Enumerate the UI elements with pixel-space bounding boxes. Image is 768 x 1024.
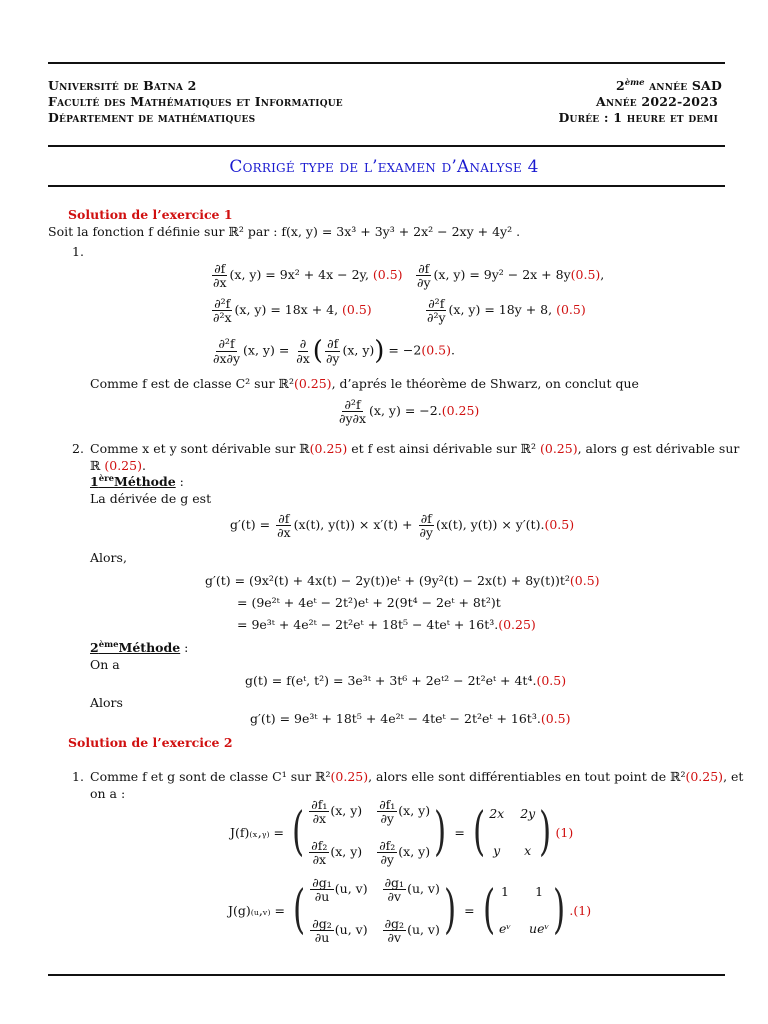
ex2-line1: Comme f et g sont de classe C¹ sur ℝ²(0.25), alors elle sont différentiables en tout point de ℝ²(0.25), et [90,769,744,784]
ex2-item1-number: 1. [72,769,84,784]
ex1-item1-number: 1. [72,244,84,259]
item2-line1: Comme x et y sont dérivable sur ℝ(0.25) et f est ainsi dérivable sur ℝ² (0.25), alors g est dérivable sur [90,441,740,456]
alors-1: Alors, [90,550,127,565]
method2-heading: 2èmeMéthode : [90,640,189,656]
partial-fy: $\frac{\partial f}{\partial y}$ (x, y) = 9y² − 2x + 8y(0.5), [417,261,605,291]
item2-line2: ℝ (0.25). [90,458,146,473]
calc-line-1: g′(t) = (9x²(t) + 4x(t) − 2y(t))eᵗ + (9y²(t) − 2x(t) + 8y(t))t²(0.5) [205,573,600,588]
bottom-rule [48,974,725,976]
page-title: Corrigé type de l’examen d’Analyse 4 [229,157,539,177]
calc-line-3: = 9e³ᵗ + 4e²ᵗ − 2t²eᵗ + 18t⁵ − 4teᵗ + 16t³.(0.25) [237,617,536,632]
ex2-line2: on a : [90,786,126,801]
jacobian-g: J(g)₍ᵤ,ᵥ₎ = ( $\frac{\text{∂g₁}}{\partial u}$ (u, v) $\frac{\text{∂g₁}}{\partial v}$ (u, v) $\frac{\text{∂g₂}}{\partial u}$ (u, v) $\frac{\text{∂g₂}}{\partial v}$ (u, v) ) = ( 1 1 eᵛ ueᵛ ) .(1) [228,875,592,946]
ex2-heading: Solution de l’exercice 2 [68,735,233,750]
chain-rule-formula: g′(t) = $\frac{\partial f}{\partial x}$ (x(t), y(t)) × x′(t) + $\frac{\partial f}{\partial y}$ (x(t), y(t)) × y′(t).(0.5) [230,511,575,541]
gprime-result: g′(t) = 9e³ᵗ + 18t⁵ + 4e²ᵗ − 4teᵗ − 2t²eᵗ + 16t³.(0.5) [250,711,571,726]
ex1-intro: Soit la fonction f définie sur ℝ² par : f(x, y) = 3x³ + 3y³ + 2x² − 2xy + 4y² . [48,224,521,239]
method1-text: La dérivée de g est [90,491,212,506]
schwarz-result: $\frac{\text{∂²f}}{\partial y\partial x}$ (x, y) = −2.(0.25) [339,397,480,427]
method1-heading: 1èreMéthode : [90,474,184,490]
method2-text: On a [90,657,120,672]
partial-fyy: $\frac{\text{∂²f}}{\text{∂²y}}$ (x, y) = 18y + 8, (0.5) [427,296,586,326]
g-composition: g(t) = f(eᵗ, t²) = 3e³ᵗ + 3t⁶ + 2eᵗ² − 2t²eᵗ + 4t⁴.(0.5) [245,673,567,688]
ex1-item2-number: 2. [72,441,84,456]
academic-year: Année 2022-2023 [596,94,718,109]
level: 2ème année SAD [616,78,722,94]
partial-fxy: $\frac{\text{∂²f}}{\partial x\partial y}$ (x, y) = $\frac{\partial}{\partial x}$ ( $\frac{\partial f}{\partial y}$ (x, y)) = −2(0.5). [213,336,455,366]
alors-2: Alors [90,695,123,710]
ex1-heading: Solution de l’exercice 1 [68,207,233,222]
schwarz-sentence: Comme f est de classe C² sur ℝ²(0.25), d’aprés le théorème de Shwarz, on conclut que [90,376,639,391]
header-rule-top [48,145,725,147]
partial-fx: $\frac{\partial f}{\partial x}$ (x, y) = 9x² + 4x − 2y, (0.5) [213,261,403,291]
department-name: Département de mathématiques [48,110,256,125]
header-rule-bottom [48,185,725,187]
calc-line-2: = (9e²ᵗ + 4eᵗ − 2t²)eᵗ + 2(9t⁴ − 2eᵗ + 8t²)t [237,595,501,610]
university-name: Université de Batna 2 [48,78,197,93]
partial-fxx: $\frac{\text{∂²f}}{\text{∂²x}}$ (x, y) = 18x + 4, (0.5) [213,296,372,326]
exam-duration: Durée : 1 heure et demi [558,110,718,125]
faculty-name: Faculté des Mathématiques et Informatique [48,94,343,109]
jacobian-f: J(f)₍ₓ,ᵧ₎ = ( $\frac{\text{∂f₁}}{\partial x}$ (x, y) $\frac{\text{∂f₁}}{\partial y}$ (x, y) $\frac{\text{∂f₂}}{\partial x}$ (x, y) $\frac{\text{∂f₂}}{\partial y}$ (x, y) ) = ( 2x 2y y x ) (1) [230,797,574,868]
top-rule [48,62,725,64]
